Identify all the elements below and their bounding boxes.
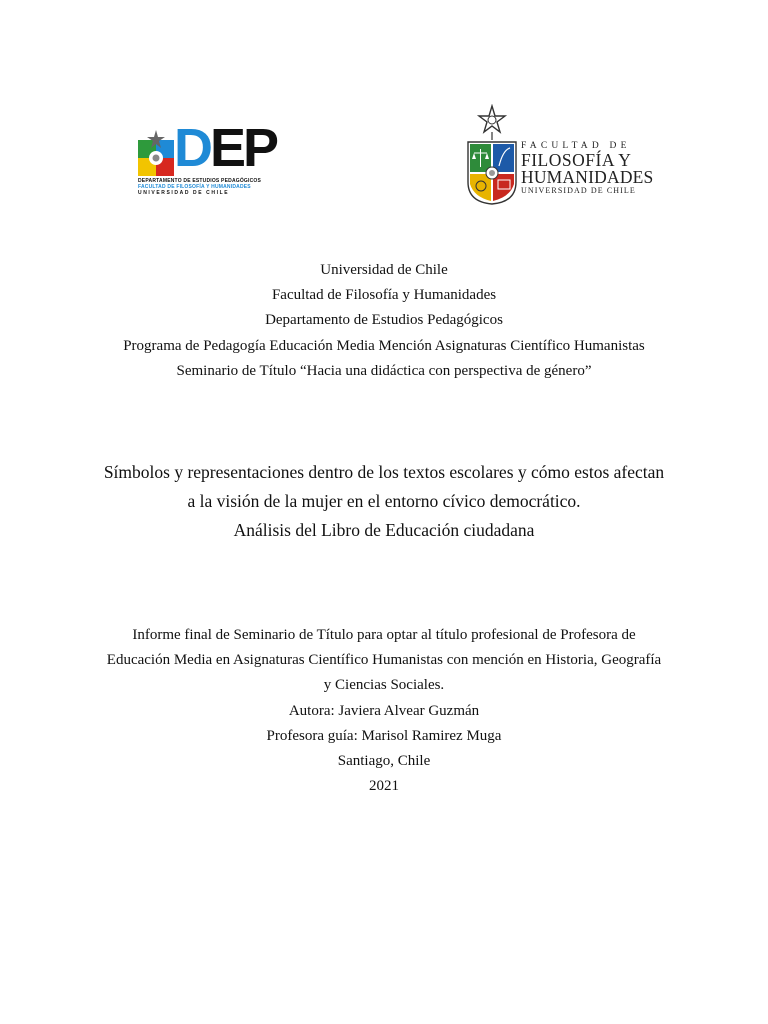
dep-caption-line3: UNIVERSIDAD DE CHILE [138,190,230,197]
seminar-name: Seminario de Título “Hacia una didáctica con perspectiva de género” [176,362,592,379]
institution-block [60,258,708,384]
dep-letter-d: D [174,118,210,178]
report-description-line-2: Educación Media en Asignaturas Científico Humanistas con mención en Historia, Geografía [106,652,662,669]
location: Santiago, Chile [337,753,431,770]
dep-wordmark [174,118,276,178]
dep-logo [108,116,280,206]
ffh-line4: UNIVERSIDAD DE CHILE [521,186,636,195]
ffh-logo [466,104,656,208]
dep-caption [138,178,268,197]
report-description-line-1: Informe final de Seminario de Título para optar al título profesional de Profesora de [132,627,636,643]
department-name: Departamento de Estudios Pedagógicos [265,312,503,329]
faculty-name: Facultad de Filosofía y Humanidades [271,287,497,304]
author: Autora: Javiera Alvear Guzmán [288,702,480,719]
ffh-line2: FILOSOFÍA Y [521,150,632,170]
dep-flag-icon [138,130,174,176]
title-line-3: Análisis del Libro de Educación ciudadana [233,520,535,540]
ffh-line1: FACULTAD DE [521,141,631,151]
thesis-title [60,458,708,545]
year: 2021 [369,778,399,795]
title-line-1: Símbolos y representaciones dentro de los textos escolares y cómo estos afectan [103,462,665,482]
ffh-line3: HUMANIDADES [521,167,654,187]
dep-caption-line2: FACULTAD DE FILOSOFÍA Y HUMANIDADES [138,184,251,191]
dep-caption-line1: DEPARTAMENTO DE ESTUDIOS PEDAGÓGICOS [138,178,262,184]
advisor: Profesora guía: Marisol Ramirez Muga [266,727,502,744]
title-line-2: a la visión de la mujer en el entorno cívico democrático. [187,491,581,511]
report-info-block [60,623,708,799]
report-description-line-3: y Ciencias Sociales. [323,677,445,694]
program-name: Programa de Pedagogía Educación Media Mención Asignaturas Científico Humanistas [123,337,645,354]
university-crest-icon [466,104,518,206]
dep-letters-ep: EP [210,118,277,178]
ffh-wordmark [521,140,661,196]
university-name: Universidad de Chile [320,262,448,278]
